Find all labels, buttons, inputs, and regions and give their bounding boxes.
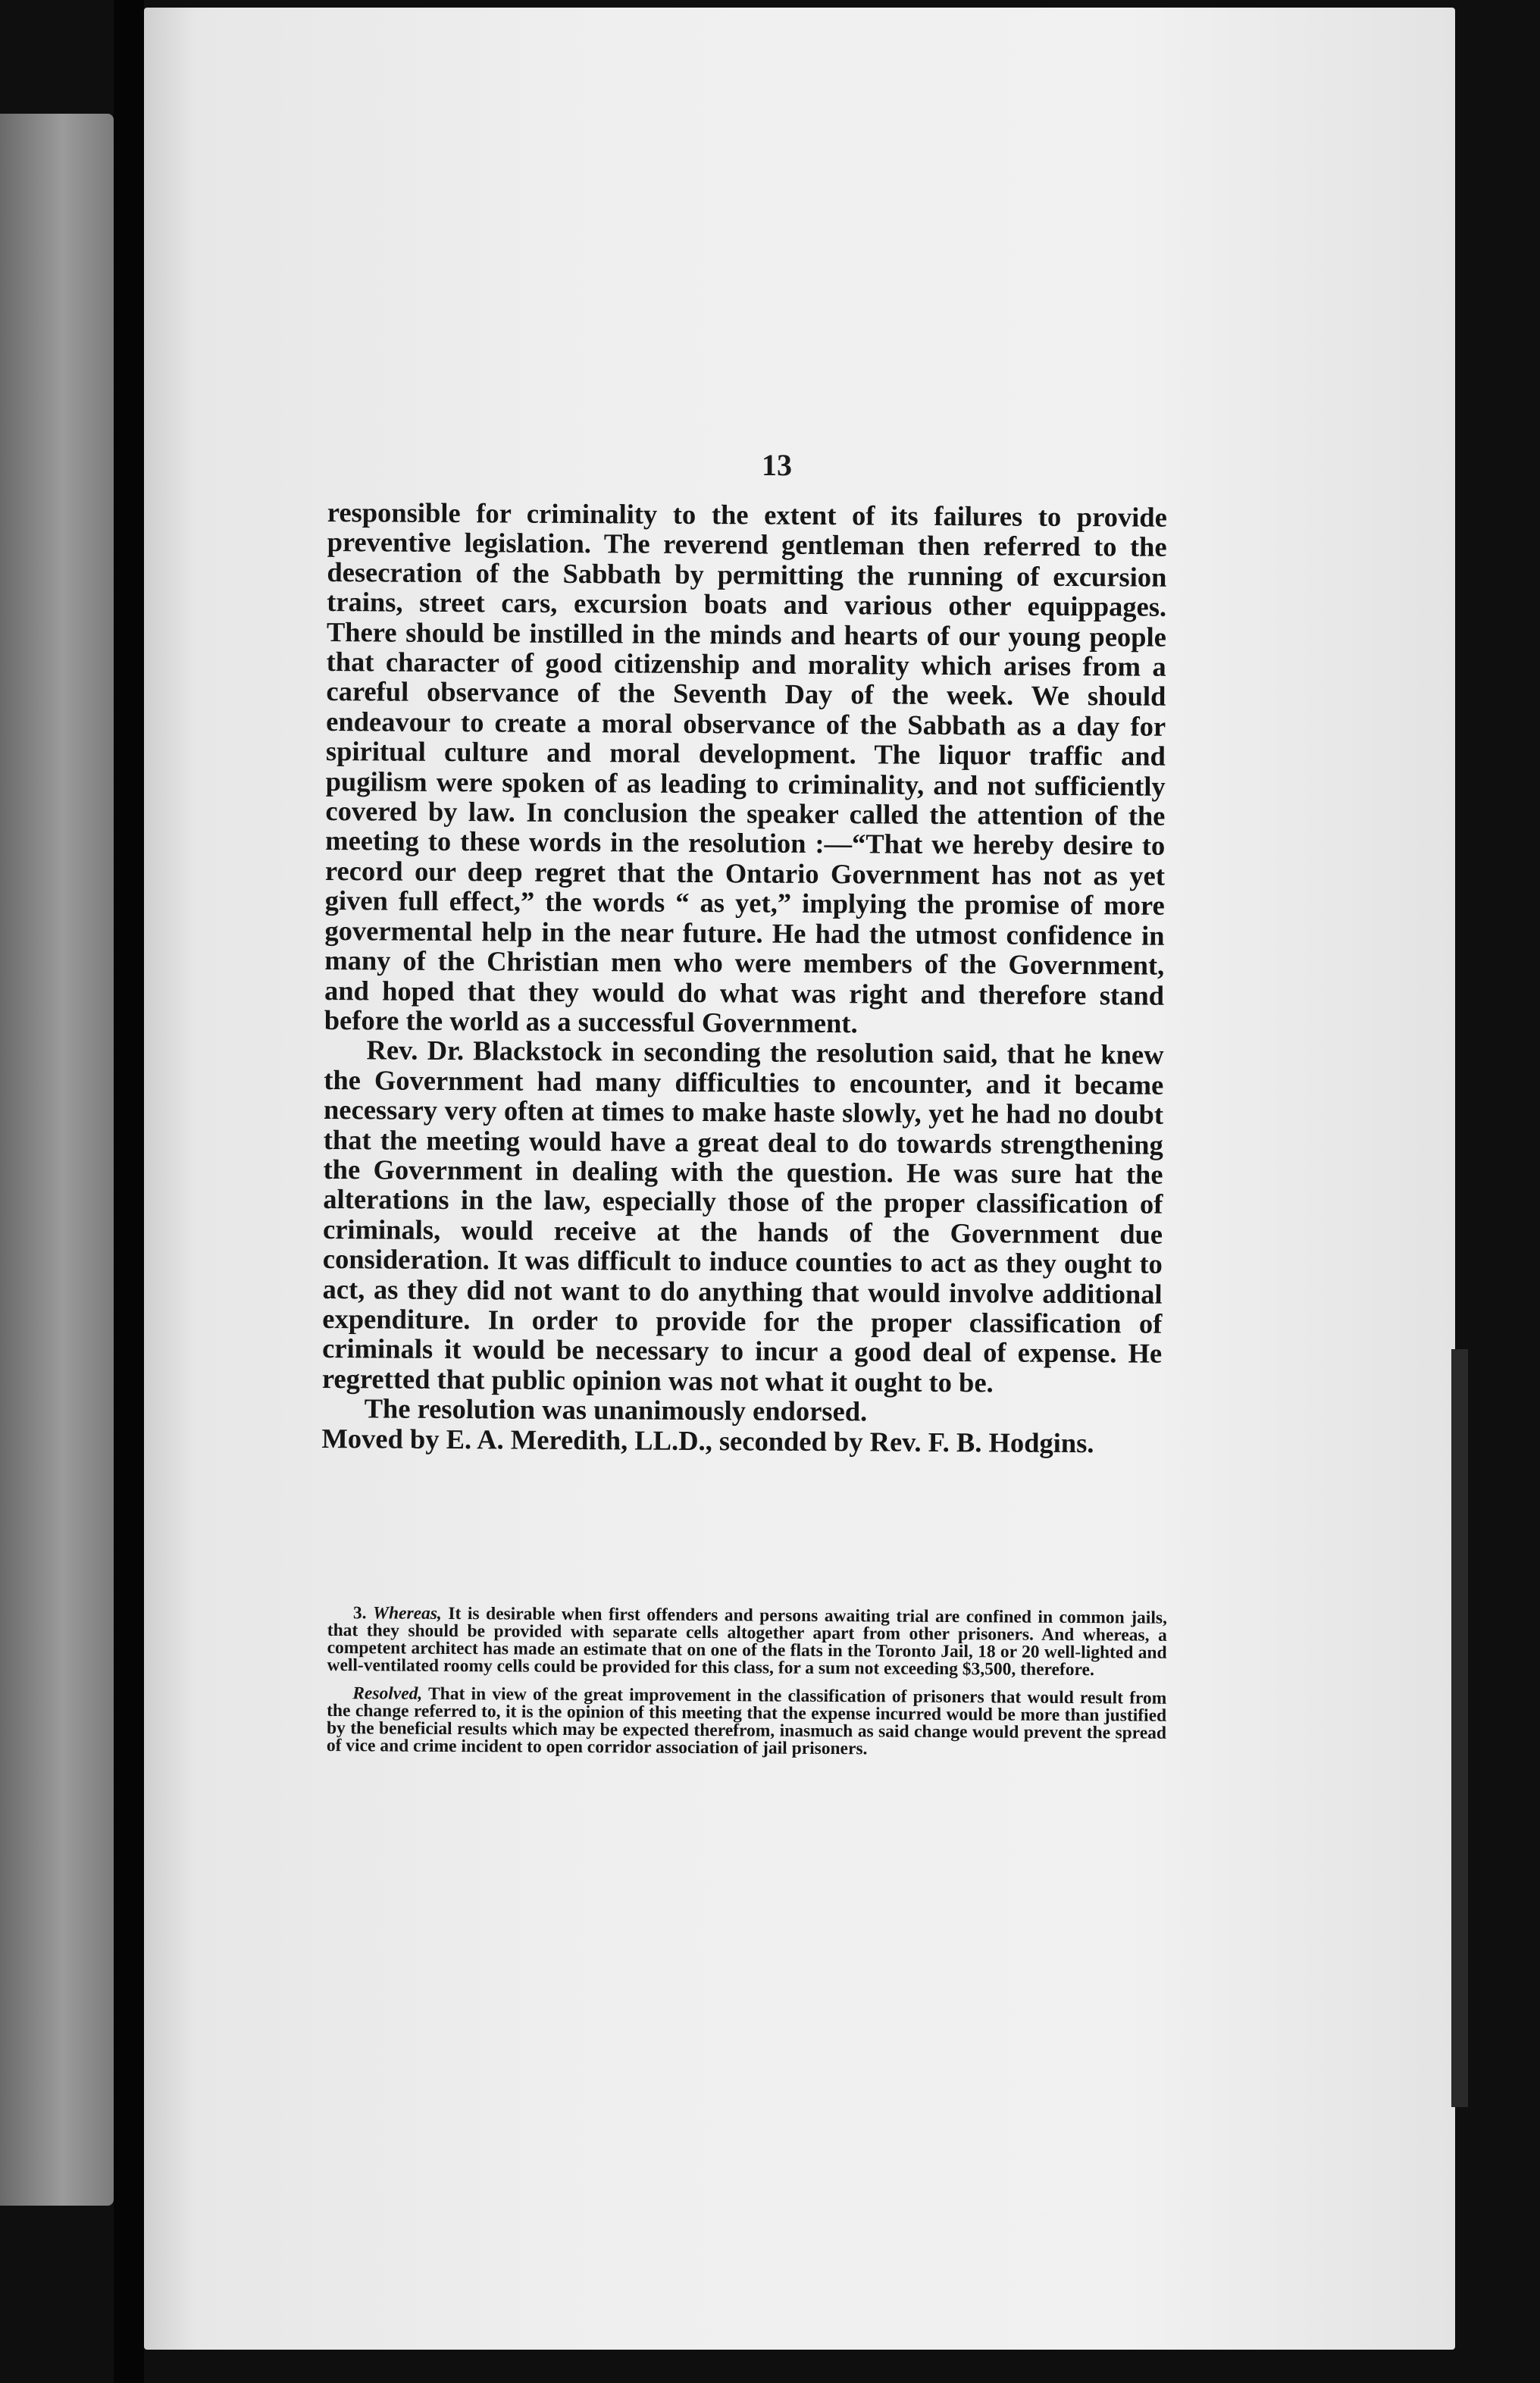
body-text [321, 497, 1167, 1458]
resolution-text [327, 1605, 1167, 1760]
resolved-text: That in view of the great improvement in the classification of prisoners that would result from the change referred to, it is the opinion of this meeting that the expense incurred would be more than justified by the beneficial results which may be expected therefrom, inasmuch as said change would prevent the spread of vice and crime incident to open corridor association of jail prisoners. [326, 1683, 1167, 1759]
paragraph-moved-by: Moved by E. A. Meredith, LL.D., seconded by Rev. F. B. Hodgins. [321, 1422, 1094, 1458]
paragraph-blackstock: Rev. Dr. Blackstock in seconding the resolution said, that he knew the Government had many difficulties to encounter, and it became necessary very often at times to make haste slowly, yet he had no doubt that the meeting would have a great deal to do towards strengthening the Government in dealing with the question. He was sure hat the alterations in the law, especially those of the proper classification of criminals, would receive at the hands of the Government due consideration. It was difficult to induce counties to act as they ought to act, as they did not want to do anything that would involve additional expenditure. In order to provide for the proper classification of criminals it would be necessary to incur a good deal of expense. He regretted that public opinion was not what it ought to be. [321, 1034, 1164, 1398]
whereas-text: It is desirable when first offenders and persons awaiting trial are confined in common jails, that they should be provided with separate cells altogether apart from other prisoners. And whereas, a competent architect has made an estimate that on one of the flats in the Toronto Jail, 18 or 20 well-lighted and well-ventilated roomy cells could be provided for this class, for a sum not exceeding $3,500, therefore. [327, 1603, 1168, 1680]
paragraph-endorsed: The resolution was unanimously endorsed. [364, 1392, 868, 1427]
resolution-whereas [327, 1605, 1167, 1680]
page-number: 13 [762, 448, 792, 482]
facing-page-edge [0, 114, 114, 2206]
whereas-lead: Whereas, [373, 1603, 442, 1624]
resolved-lead: Resolved, [352, 1683, 423, 1704]
page-edge-shadow [1451, 1349, 1468, 2107]
resolution-number: 3. [352, 1603, 367, 1624]
resolution-resolved [327, 1685, 1167, 1760]
paragraph-remarks: responsible for criminality to the extent of its failures to provide preventive legislation. The reverend gentleman then referred to the desecration of the Sabbath by permitting the running of excursion trains, street cars, excursion boats and various other equippages. There should be instilled in the minds and hearts of our young people that character of good citizenship and morality which arises from a careful observance of the Seventh Day of the week. We should endeavour to create a moral observance of the Sabbath as a day for spiritual culture and moral development. The liquor traffic and pugilism were spoken of as leading to criminality, and not sufficiently covered by law. In conclusion the speaker called the attention of the meeting to these words in the resolution :—“That we hereby desire to record our deep regret that the Ontario Government has not as yet given full effect,” the words “ as yet,” implying the promise of more govermental help in the near future. He had the utmost confidence in many of the Christian men who were members of the Government, and hoped that they would do what was right and therefore stand before the world as a successful Government. [324, 496, 1167, 1039]
book-gutter [114, 0, 144, 2383]
